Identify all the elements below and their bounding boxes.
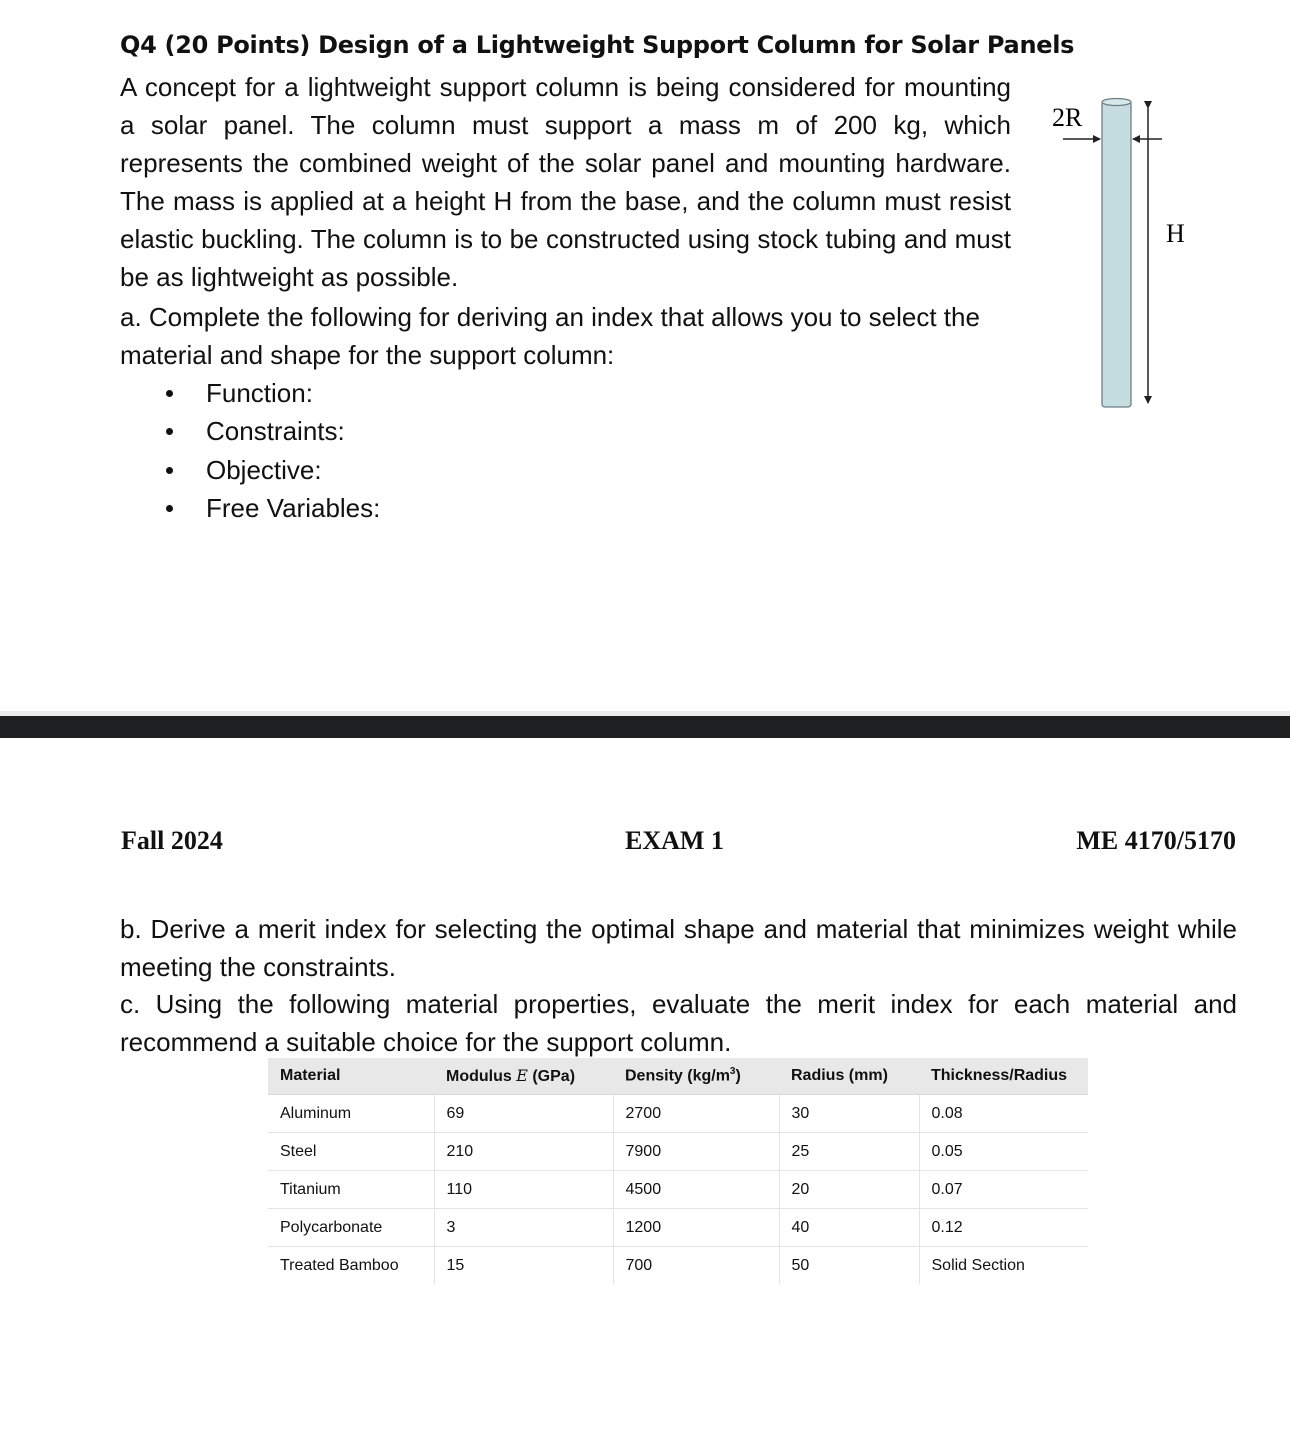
- bullet-dot: [166, 390, 173, 397]
- table-row: [268, 1209, 1088, 1247]
- cell-modulus: 210: [434, 1133, 613, 1171]
- list-item: [120, 489, 380, 527]
- cell-thickness-ratio: 0.05: [919, 1133, 1088, 1171]
- part-a-text: a. Complete the following for deriving an index that allows you to select the material and shape for the support column:: [120, 302, 980, 370]
- part-c-text: c. Using the following material properties, evaluate the merit index for each material and recommend a suitable choice for the support column.: [120, 989, 1237, 1057]
- bullet-constraints: Constraints:: [206, 416, 345, 447]
- column-top-ellipse: [1102, 99, 1131, 106]
- part-b-text: b. Derive a merit index for selecting the optimal shape and material that minimizes weight while meeting the constraints.: [120, 914, 1237, 982]
- column-diagram: [1045, 90, 1205, 420]
- list-item: [120, 412, 380, 450]
- table-row: [268, 1095, 1088, 1133]
- bullet-dot: [166, 505, 173, 512]
- question-intro: A concept for a lightweight support column is being considered for mounting a solar panel. The column must support a mass m of 200 kg, which represents the combined weight of the solar panel and mounting hardware. The mass is applied at a height H from the base, and the column must resist elastic buckling. The column is to be constructed using stock tubing and must be as lightweight as possible.: [120, 72, 1011, 292]
- bullet-function: Function:: [206, 378, 313, 408]
- cell-radius: 25: [779, 1133, 919, 1171]
- header-material: Material: [268, 1058, 434, 1095]
- height-label: H: [1166, 219, 1185, 248]
- bullet-list: [120, 374, 380, 527]
- diameter-label: 2R: [1052, 103, 1083, 132]
- page-break-bar: [0, 716, 1290, 738]
- header-exam: EXAM 1: [625, 826, 724, 855]
- cell-density: 700: [613, 1247, 779, 1285]
- column-body: [1102, 101, 1131, 407]
- cell-modulus: 110: [434, 1171, 613, 1209]
- table-row: [268, 1133, 1088, 1171]
- cell-density: 2700: [613, 1095, 779, 1133]
- cell-material: Treated Bamboo: [268, 1247, 434, 1285]
- list-item: [120, 374, 380, 412]
- header-thickness-ratio: Thickness/Radius: [919, 1058, 1088, 1095]
- cell-thickness-ratio: 0.12: [919, 1209, 1088, 1247]
- header-radius: Radius (mm): [779, 1058, 919, 1095]
- cell-material: Steel: [268, 1133, 434, 1171]
- bullet-dot: [166, 467, 173, 474]
- bullet-free-variables: Free Variables:: [206, 492, 381, 523]
- header-modulus: Modulus E (GPa): [434, 1058, 613, 1095]
- cell-density: 1200: [613, 1209, 779, 1247]
- header-course: ME 4170/5170: [1076, 826, 1236, 855]
- cell-thickness-ratio: 0.07: [919, 1171, 1088, 1209]
- cell-modulus: 69: [434, 1095, 613, 1133]
- cell-material: Titanium: [268, 1171, 434, 1209]
- cell-modulus: 15: [434, 1247, 613, 1285]
- table-row: [268, 1171, 1088, 1209]
- cell-material: Aluminum: [280, 1104, 352, 1122]
- cell-radius: 40: [779, 1209, 919, 1247]
- cell-density: 4500: [613, 1171, 779, 1209]
- table-row: [268, 1247, 1088, 1285]
- cell-thickness-ratio: 0.08: [919, 1095, 1088, 1133]
- cell-radius: 20: [779, 1171, 919, 1209]
- cell-radius: 30: [779, 1095, 919, 1133]
- bullet-objective: Objective:: [206, 454, 322, 485]
- header-term: Fall 2024: [121, 826, 223, 855]
- material-properties-table: [268, 1058, 1088, 1284]
- cell-material: Polycarbonate: [268, 1209, 434, 1247]
- header-density: Density $(kg/m^3)$: [613, 1058, 779, 1095]
- cell-thickness-ratio: Solid Section: [919, 1247, 1088, 1285]
- table-header-row: [268, 1058, 1088, 1095]
- bullet-dot: [166, 428, 173, 435]
- cell-radius: 50: [779, 1247, 919, 1285]
- cell-density: 7900: [613, 1133, 779, 1171]
- question-title: Q4 (20 Points) Design of a Lightweight Support Column for Solar Panels: [120, 31, 1075, 59]
- cell-modulus: 3: [434, 1209, 613, 1247]
- list-item: [120, 451, 380, 489]
- table-body: [268, 1095, 1088, 1285]
